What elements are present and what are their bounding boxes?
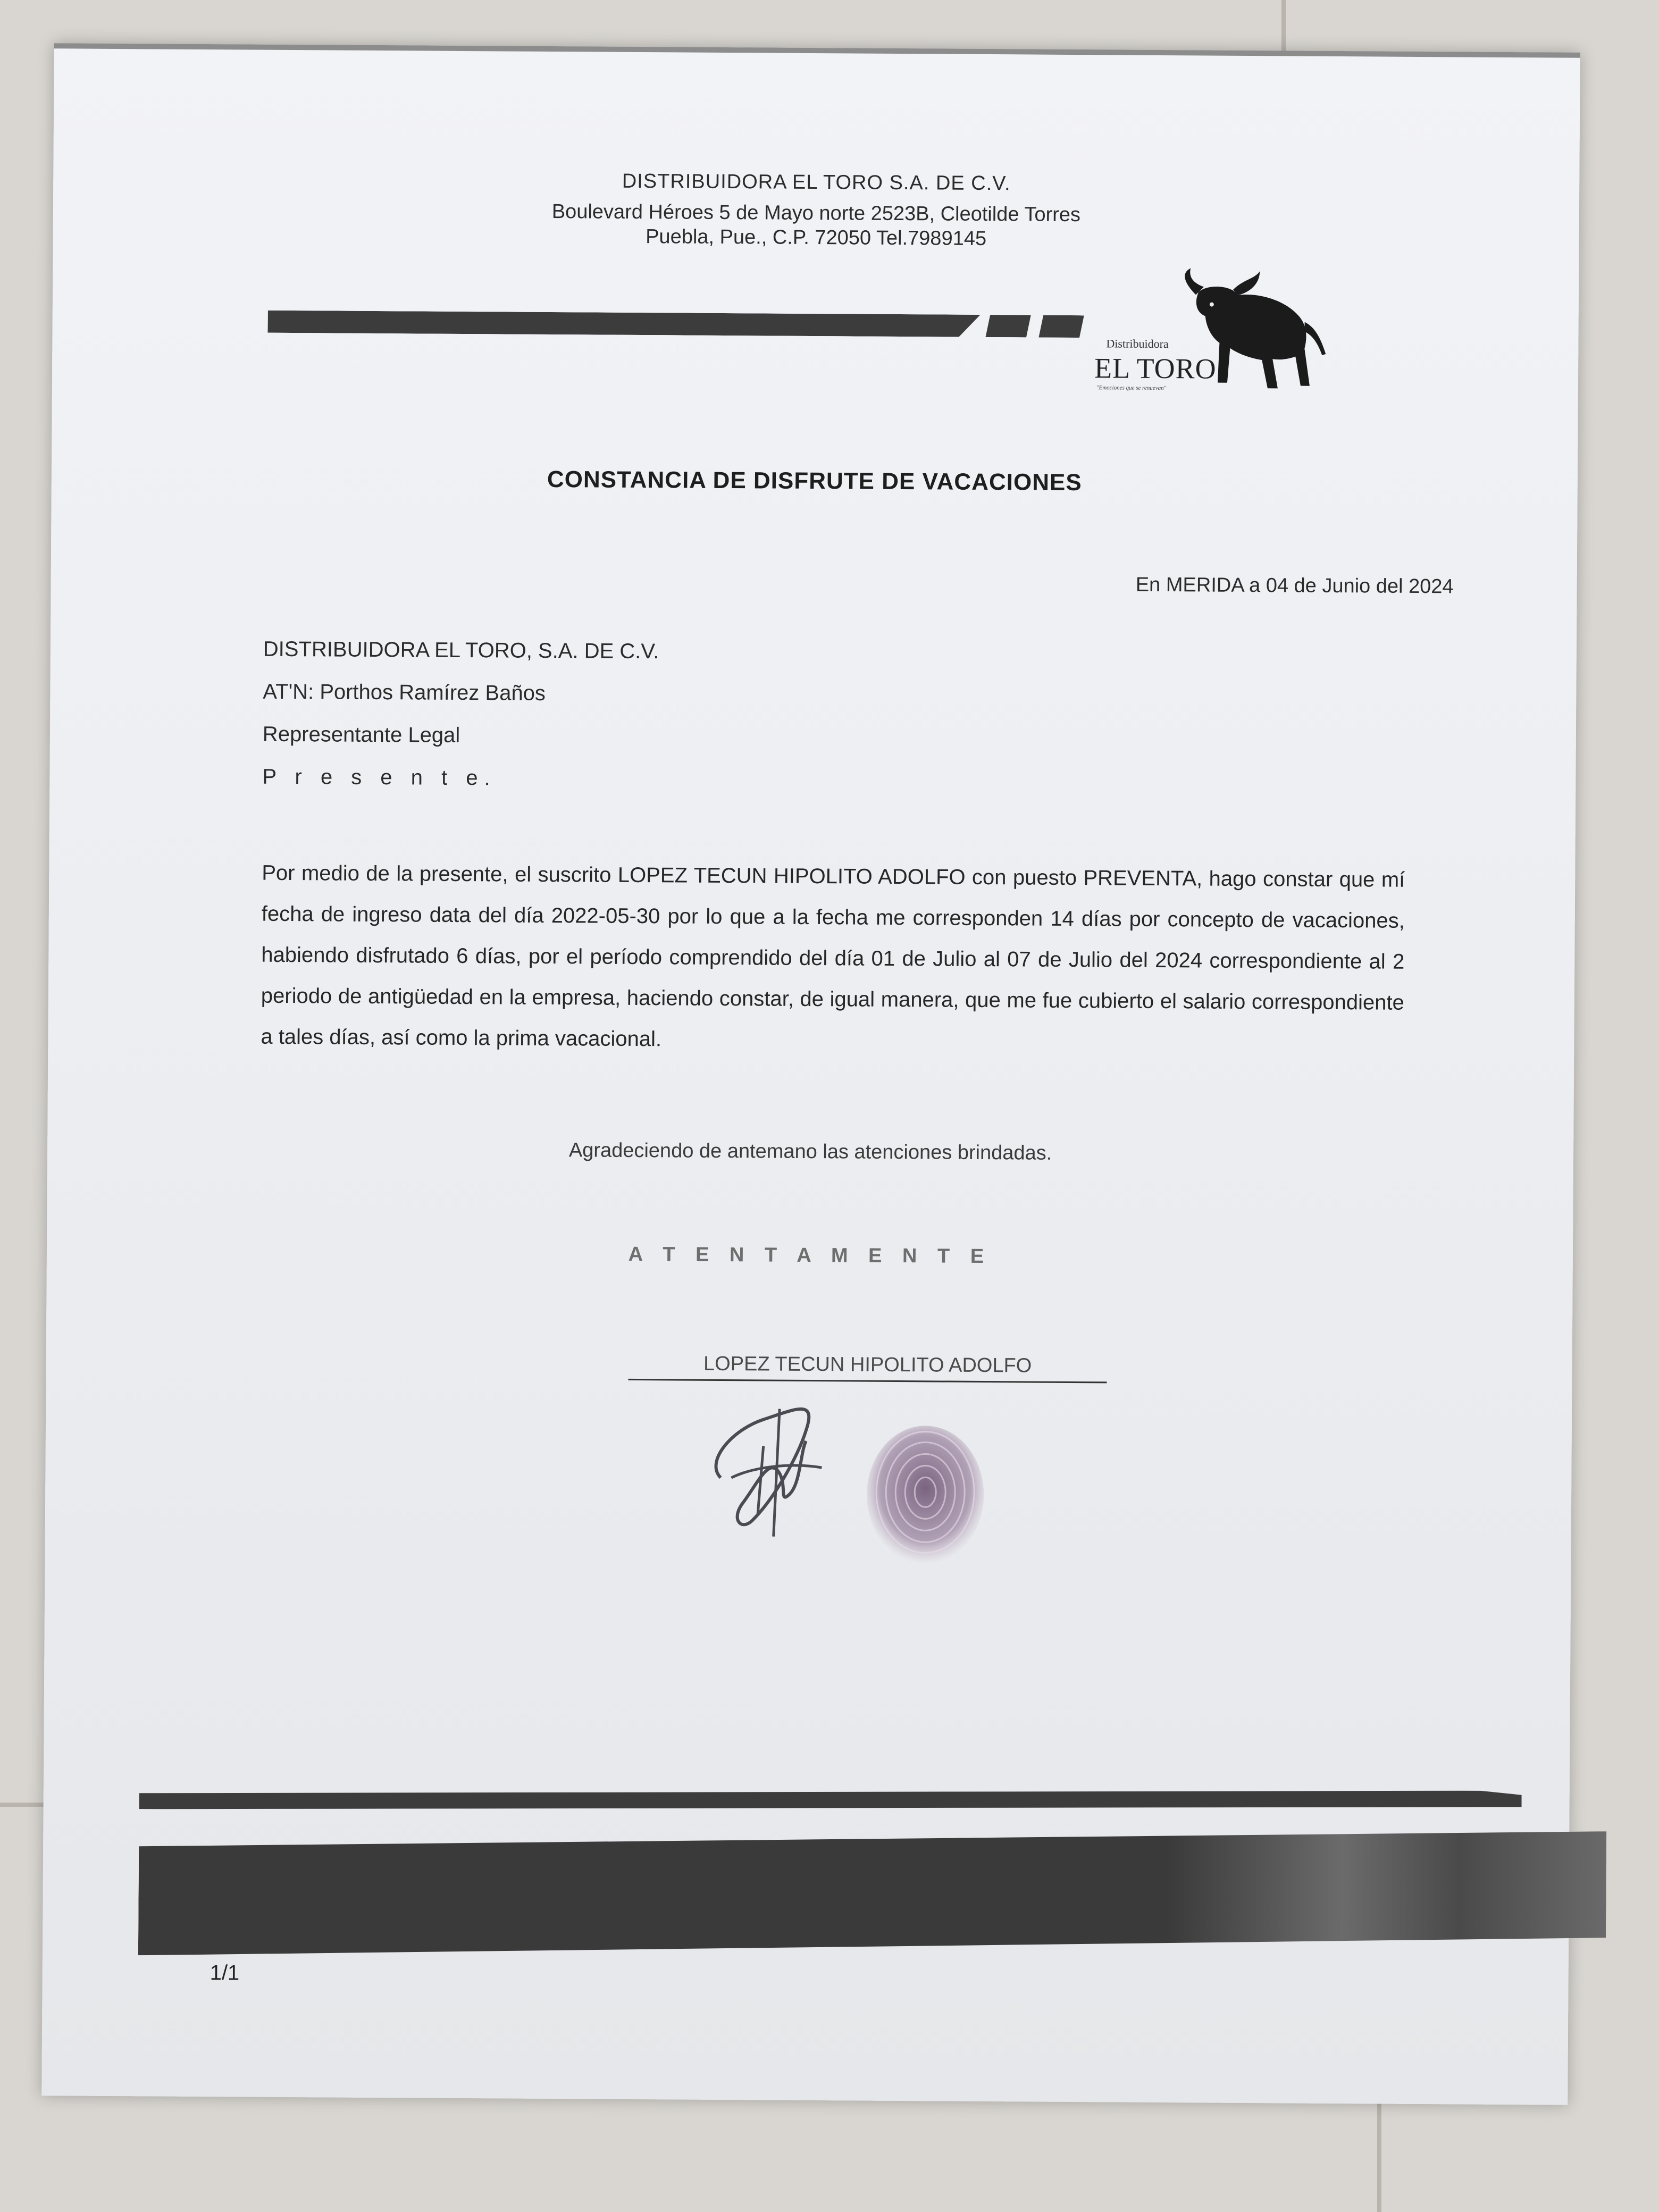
footer-band-thin (139, 1782, 1522, 1817)
company-city: Puebla, Pue., C.P. 72050 Tel.7989145 (646, 225, 987, 250)
header-band (267, 311, 980, 337)
header-band-slash (985, 315, 1030, 338)
tile-seam (0, 1803, 48, 1807)
company-logo (1094, 262, 1345, 402)
company-name: DISTRIBUIDORA EL TORO S.A. DE C.V. (622, 170, 1011, 195)
closing-thanks: Agradeciendo de antemano las atenciones brindadas. (568, 1139, 1052, 1164)
logo-slogan: "Emociones que se renuevan" (1096, 384, 1167, 392)
recipient-attention: AT'N: Porthos Ramírez Baños (263, 680, 546, 705)
document-page (41, 43, 1580, 2105)
thumbprint (861, 1420, 990, 1580)
company-address: Boulevard Héroes 5 de Mayo norte 2523B, Cleotilde Torres (551, 200, 1081, 227)
recipient-role: Representante Legal (262, 722, 460, 747)
paper-edge (54, 43, 1580, 58)
logo-small-text: Distribuidora (1106, 337, 1169, 351)
signatory-name: LOPEZ TECUN HIPOLITO ADOLFO (703, 1352, 1032, 1377)
header-band-slash (1038, 315, 1084, 338)
page-number: 1/1 (210, 1961, 240, 1985)
body-paragraph: Por medio de la presente, el suscrito LOPEZ TECUN HIPOLITO ADOLFO con puesto PREVENTA, hago constar que mí fecha de ingreso data del día 2022-05-30 por lo que a la fecha me corresponden 14 días por concepto de vacaciones, habiendo disfrutado 6 días, por el período comprendido del día 01 de Julio al 07 de Julio del 2024 correspondiente al 2 periodo de antigüedad en la empresa, haciendo constar, de igual manera, que me fue cubierto el salario correspondiente a tales días, así como la prima vacacional. (261, 861, 1405, 1051)
document-title: CONSTANCIA DE DISFRUTE DE VACACIONES (547, 466, 1082, 496)
logo-main-text: EL TORO (1094, 352, 1217, 385)
closing-atentamente: A T E N T A M E N T E (628, 1243, 992, 1268)
signature-line (628, 1379, 1107, 1383)
handwritten-signature (699, 1387, 839, 1548)
place-date: En MERIDA a 04 de Junio del 2024 (1135, 573, 1454, 598)
recipient-company: DISTRIBUIDORA EL TORO, S.A. DE C.V. (263, 637, 659, 664)
recipient-greeting: P r e s e n t e. (262, 765, 497, 790)
footer-band-thick (138, 1822, 1606, 1964)
